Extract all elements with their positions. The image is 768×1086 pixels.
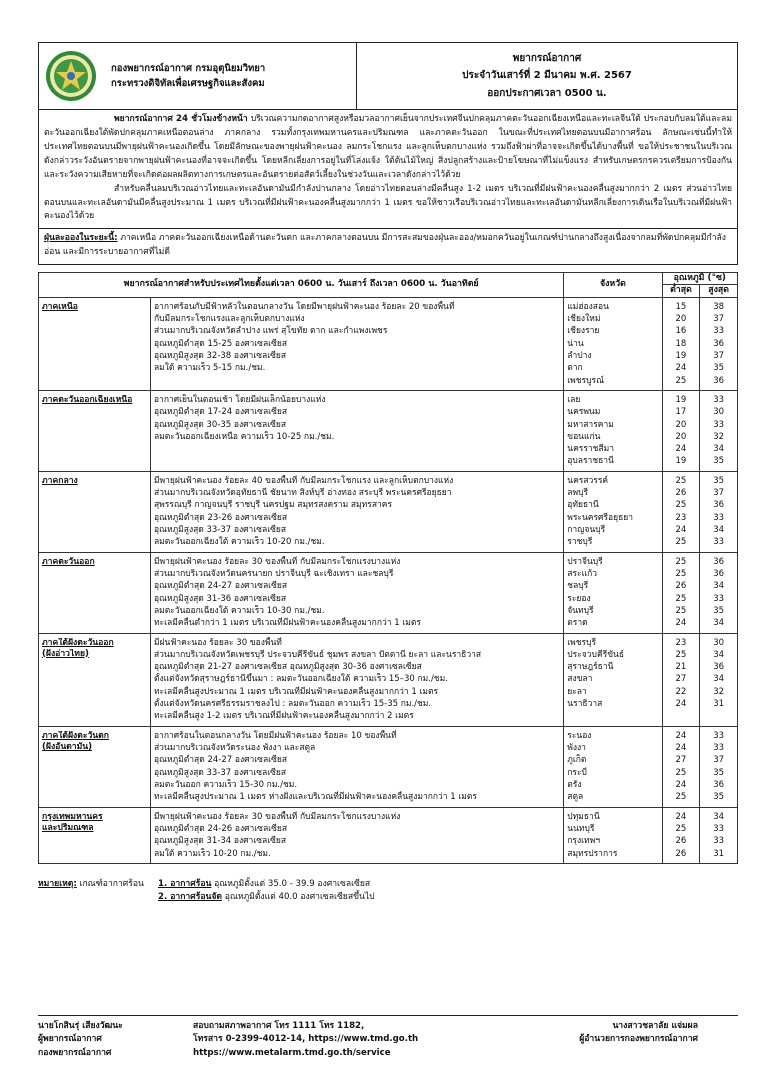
province-list-item: ขอนแก่น xyxy=(567,431,601,442)
temp-min-list-item: 18 xyxy=(675,338,687,349)
region-description-item: อุณหภูมิต่ำสุด 24-26 องศาเซลเซียส xyxy=(153,823,288,834)
temp-min-list-item: 21 xyxy=(675,662,687,673)
temp-min-list-item: 24 xyxy=(675,743,687,754)
province-list-item: ยะลา xyxy=(567,686,587,697)
region-description-item: ลมตะวันออกเฉียงใต้ ความเร็ว 10-20 กม./ชม. xyxy=(153,537,325,548)
province-list-item: นครราชสีมา xyxy=(567,444,614,455)
province-list-item: ระยอง xyxy=(567,593,591,604)
region-row xyxy=(39,297,738,390)
temp-min-list xyxy=(662,552,700,633)
region-description xyxy=(150,471,563,552)
region-description-item: ตั้งแต่จังหวัดนครศรีธรรมราชลงไป : ลมตะวันออก ความเร็ว 15-35 กม./ชม. xyxy=(153,699,432,710)
temp-min-list-item: 25 xyxy=(675,500,687,511)
temp-max-list-item: 38 xyxy=(713,301,725,312)
province-list xyxy=(564,633,662,726)
temp-max-list-item: 35 xyxy=(713,605,725,616)
temp-max-list-item: 34 xyxy=(713,444,725,455)
region-description-item: อุณหภูมิสูงสุด 33-37 องศาเซลเซียส xyxy=(153,767,287,778)
temp-min-list-item: 25 xyxy=(675,823,687,834)
temp-min-list-item: 16 xyxy=(675,326,687,337)
region-row xyxy=(39,633,738,726)
province-list-item: กาญจนบุรี xyxy=(567,525,606,536)
temp-max-list-item: 33 xyxy=(713,593,725,604)
region-name xyxy=(39,297,151,390)
region-name xyxy=(39,390,151,471)
temp-min-list-item: 26 xyxy=(675,581,687,592)
org-line-1: กองพยากรณ์อากาศ กรมอุตุนิยมวิทยา xyxy=(111,62,266,74)
province-list xyxy=(564,807,662,863)
regional-forecast-table xyxy=(38,272,738,864)
region-row xyxy=(39,552,738,633)
temp-min-list-item: 25 xyxy=(675,792,687,803)
temp-min-list-item: 20 xyxy=(675,419,687,430)
temp-max-list xyxy=(700,633,738,726)
region-description-item: ลมใต้ ความเร็ว 10-20 กม./ชม. xyxy=(153,848,271,859)
region-description-item: ทะเลมีคลื่นต่ำกว่า 1 เมตร บริเวณที่มีฝนฟ้าคะนองคลื่นสูงมากกว่า 1 เมตร xyxy=(153,618,421,629)
forecast-summary xyxy=(38,110,738,229)
temp-max-list-item: 35 xyxy=(713,475,725,486)
temp-min-list-item: 15 xyxy=(675,301,687,312)
province-list-item: สตูล xyxy=(567,792,584,803)
province-list-item: นครสวรรค์ xyxy=(567,475,609,486)
director-block xyxy=(483,1020,738,1060)
region-description xyxy=(150,390,563,471)
temp-min-list-item: 27 xyxy=(675,755,687,766)
temp-max-list-item: 36 xyxy=(713,556,725,567)
dust-label: ฝุ่นละอองในระยะนี้: xyxy=(44,233,118,244)
region-name xyxy=(39,807,151,863)
region-description-item: ลมตะวันออกเฉียงเหนือ ความเร็ว 10-25 กม./ชม. xyxy=(153,431,335,442)
province-list-item: เพชรบุรี xyxy=(567,637,597,648)
province-list-item: นนทบุรี xyxy=(567,823,595,834)
contact-phone: สอบถามสภาพอากาศ โทร 1111 โทร 1182, xyxy=(193,1021,365,1031)
temp-max-list-item: 33 xyxy=(713,823,725,834)
org-line-2: กระทรวงดิจิทัลเพื่อเศรษฐกิจและสังคม xyxy=(111,78,265,89)
province-list-item: ตาก xyxy=(567,363,583,374)
province-list-item: ปราจีนบุรี xyxy=(567,556,603,567)
temp-min-list xyxy=(662,390,700,471)
province-list-item: แม่ฮ่องสอน xyxy=(567,301,609,312)
temp-max-list-item: 36 xyxy=(713,568,725,579)
province-list-item: ปทุมธานี xyxy=(567,811,600,822)
temp-min-list-item: 25 xyxy=(675,649,687,660)
region-description-item: อุณหภูมิต่ำสุด 23-26 องศาเซลเซียส xyxy=(153,512,288,523)
note-title: หมายเหตุ: xyxy=(38,878,77,889)
temp-max-list xyxy=(700,390,738,471)
region-name-line: ภาคกลาง xyxy=(42,475,78,486)
region-description-item: มีฝนฟ้าคะนอง ร้อยละ 30 ของพื้นที่ xyxy=(153,637,282,648)
province-list xyxy=(564,471,662,552)
province-list-item: ประจวบคีรีขันธ์ xyxy=(567,649,625,660)
temp-min-list-item: 17 xyxy=(675,407,687,418)
temp-min-list-item: 25 xyxy=(675,605,687,616)
temp-min-list-item: 24 xyxy=(675,811,687,822)
forecast-document xyxy=(38,42,738,904)
temp-max-list-item: 30 xyxy=(713,637,725,648)
temp-max-list-item: 36 xyxy=(713,662,725,673)
province-list-item: สระแก้ว xyxy=(567,568,597,579)
region-description xyxy=(150,297,563,390)
region-description-item: ทะเลมีคลื่นสูงประมาณ 1 เมตร ห่างฝั่งและบริเวณที่มีฝนฟ้าคะนองคลื่นสูงมากกว่า 1 เมตร xyxy=(153,792,477,803)
province-list-item: ตราด xyxy=(567,618,588,629)
temp-max-list-item: 31 xyxy=(713,699,725,710)
region-row xyxy=(39,807,738,863)
temp-min-list-item: 27 xyxy=(675,674,687,685)
region-description-item: ลมตะวันออกเฉียงใต้ ความเร็ว 10-30 กม./ชม. xyxy=(153,605,325,616)
region-name xyxy=(39,471,151,552)
region-description-item: กับมีลมกระโชกแรงและลูกเห็บตกบางแห่ง xyxy=(153,314,305,325)
temp-max-list-item: 34 xyxy=(713,811,725,822)
temp-min-list-item: 25 xyxy=(675,537,687,548)
province-list-item: ลพบุรี xyxy=(567,488,589,499)
dust-text: ภาคเหนือ ภาคตะวันออกเฉียงเหนือด้านตะวันตก และภาคกลางตอนบน มีการสะสมของฝุ่นละออง/หมอกควันอยู่ในเกณฑ์ปานกลางถึงสูงเนื่องจากลมที่พัดปกคลุมมีกำลังอ่อน และมีการระบายอากาศที่ไม่ดี xyxy=(44,233,726,258)
region-description-item: อากาศร้อนในตอนกลางวัน โดยมีฝนฟ้าคะนอง ร้อยละ 10 ของพื้นที่ xyxy=(153,730,397,741)
province-list-item: พังงา xyxy=(567,743,586,754)
region-description-item: มีพายุฝนฟ้าคะนอง ร้อยละ 30 ของพื้นที่ กับมีลมกระโชกแรงบางแห่ง xyxy=(153,556,401,567)
region-description-item: อุณหภูมิสูงสุด 32-38 องศาเซลเซียส xyxy=(153,350,287,361)
temp-min-list xyxy=(662,633,700,726)
contact-block xyxy=(193,1020,483,1060)
temp-min-list xyxy=(662,807,700,863)
province-list-item: ภูเก็ต xyxy=(567,755,587,766)
temp-min-list-item: 23 xyxy=(675,637,687,648)
region-description-item: อุณหภูมิต่ำสุด 17-24 องศาเซลเซียส xyxy=(153,407,288,418)
province-list-item: กรุงเทพฯ xyxy=(567,836,601,847)
province-list-item: กระบี่ xyxy=(567,767,587,778)
temp-max-list-item: 37 xyxy=(713,314,725,325)
temp-max-list xyxy=(700,471,738,552)
province-list-item: ชลบุรี xyxy=(567,581,589,592)
tmd-logo-icon xyxy=(45,50,97,102)
temp-min-list-item: 24 xyxy=(675,444,687,455)
province-list xyxy=(564,726,662,807)
temp-min-list-item: 24 xyxy=(675,699,687,710)
temp-max-list xyxy=(700,552,738,633)
region-name-line: ภาคใต้ฝั่งตะวันออก xyxy=(42,637,114,648)
temp-max-list-item: 34 xyxy=(713,581,725,592)
region-description-item: ลมตะวันออก ความเร็ว 15-30 กม./ชม. xyxy=(153,779,298,790)
document-header xyxy=(38,42,738,110)
note-item-1-text: อุณหภูมิตั้งแต่ 35.0 - 39.9 องศาเซลเซียส xyxy=(214,878,371,889)
temp-max-list-item: 31 xyxy=(713,848,725,859)
temp-min-list-item: 25 xyxy=(675,375,687,386)
region-description-item: มีพายุฝนฟ้าคะนอง ร้อยละ 30 ของพื้นที่ กับมีลมกระโชกแรงบางแห่ง xyxy=(153,811,401,822)
province-list-item: นราธิวาส xyxy=(567,699,603,710)
region-description-item: ส่วนมากบริเวณจังหวัดนครนายก ปราจีนบุรี ฉะเชิงเทรา และชลบุรี xyxy=(153,568,394,579)
region-row xyxy=(39,390,738,471)
table-header-temp: อุณหภูมิ (°ซ) xyxy=(662,273,737,285)
temp-min-list xyxy=(662,297,700,390)
temp-max-list-item: 32 xyxy=(713,431,725,442)
temp-max-list xyxy=(700,726,738,807)
region-description xyxy=(150,807,563,863)
note-item-1-label: 1. อากาศร้อน xyxy=(158,878,212,889)
table-header-min: ต่ำสุด xyxy=(662,285,700,297)
temp-max-list-item: 36 xyxy=(713,779,725,790)
region-description-item: อุณหภูมิต่ำสุด 21-27 องศาเซลเซียส อุณหภูมิสูงสุด 30-36 องศาเซลเซียส xyxy=(153,662,422,673)
temp-min-list-item: 23 xyxy=(675,512,687,523)
region-description-item: ส่วนมากบริเวณจังหวัดเพชรบุรี ประจวบคีรีขันธ์ ชุมพร สงขลา ปัตตานี ยะลา และนราธิวาส xyxy=(153,649,482,660)
temp-max-list-item: 36 xyxy=(713,375,725,386)
region-description-item: อุณหภูมิสูงสุด 31-34 องศาเซลเซียส xyxy=(153,836,287,847)
summary-paragraph-2: สำหรับคลื่นลมบริเวณอ่าวไทยและทะเลอันดามันมีกำลังปานกลาง โดยอ่าวไทยตอนล่างมีคลื่นสูง 1-2 เมตร บริเวณที่มีฝนฟ้าคะนองคลื่นสูงมากกว่า 2 เมตร ส่วนอ่าวไทยตอนบนและทะเลอันดามันมีคลื่นสูงประมาณ 1 เมตร บริเวณที่มีฝนฟ้าคะนองคลื่นสูงมากกว่า 1 เมตร ขอให้ชาวเรือบริเวณอ่าวไทยและทะเลอันดามันหลีกเลี่ยงการเดินเรือในบริเวณที่มีฝนฟ้าคะนองไว้ด้วย xyxy=(44,183,732,222)
province-list-item: เชียงใหม่ xyxy=(567,314,601,325)
temp-min-list-item: 19 xyxy=(675,394,687,405)
temp-max-list-item: 33 xyxy=(713,419,725,430)
note-criteria: เกณฑ์อากาศร้อน xyxy=(79,878,144,889)
temp-max-list-item: 30 xyxy=(713,407,725,418)
temp-min-list-item: 25 xyxy=(675,593,687,604)
summary-lead: พยากรณ์อากาศ 24 ชั่วโมงข้างหน้า xyxy=(114,114,248,124)
region-description-item: ทะเลมีคลื่นสูงประมาณ 1 เมตร บริเวณที่มีฝนฟ้าคะนองคลื่นสูงมากกว่า 1 เมตร xyxy=(153,686,439,697)
temp-max-list-item: 34 xyxy=(713,618,725,629)
temp-min-list-item: 26 xyxy=(675,836,687,847)
province-list-item: ตรัง xyxy=(567,779,582,790)
note-item-2 xyxy=(158,891,375,904)
region-name-line: (ฝั่งอ่าวไทย) xyxy=(42,648,89,659)
province-list-item: น่าน xyxy=(567,338,584,349)
table-body xyxy=(39,297,738,863)
temp-min-list-item: 25 xyxy=(675,475,687,486)
temp-min-list-item: 24 xyxy=(675,618,687,629)
table-header-period: พยากรณ์อากาศสำหรับประเทศไทยตั้งแต่เวลา 0600 น. วันเสาร์ ถึงเวลา 0600 น. วันอาทิตย์ xyxy=(39,273,564,298)
temp-max-list-item: 34 xyxy=(713,649,725,660)
temp-min-list-item: 25 xyxy=(675,556,687,567)
region-description-item: อุณหภูมิสูงสุด 31-36 องศาเซลเซียส xyxy=(153,593,287,604)
forecaster-block xyxy=(38,1020,193,1060)
region-name xyxy=(39,552,151,633)
director-name: นางสาวชลาลัย แจ่มผล xyxy=(612,1021,698,1031)
region-name-line: ภาคตะวันออก xyxy=(42,556,95,567)
region-description-item: ทะเลมีคลื่นสูง 1-2 เมตร บริเวณที่มีฝนฟ้าคะนองคลื่นสูงมากกว่า 2 เมตร xyxy=(153,711,414,722)
region-description-item: ตั้งแต่จังหวัดสุราษฎร์ธานีขึ้นมา : ลมตะวันออกเฉียงใต้ ความเร็ว 15–30 กม./ชม. xyxy=(153,674,448,685)
temp-max-list-item: 33 xyxy=(713,730,725,741)
temp-max-list-item: 35 xyxy=(713,792,725,803)
region-name-line: ภาคเหนือ xyxy=(42,301,78,312)
region-description-item: สุพรรณบุรี กาญจนบุรี ราชบุรี นครปฐม สมุทรสงคราม สมุทรสาคร xyxy=(153,500,393,511)
temp-min-list-item: 20 xyxy=(675,314,687,325)
province-list xyxy=(564,390,662,471)
doc-title: พยากรณ์อากาศ xyxy=(512,52,582,64)
temp-min-list-item: 26 xyxy=(675,488,687,499)
region-name xyxy=(39,726,151,807)
temp-max-list xyxy=(700,297,738,390)
province-list-item: สุราษฎร์ธานี xyxy=(567,662,614,673)
province-list-item: นครพนม xyxy=(567,407,601,418)
region-name-line: ภาคใต้ฝั่งตะวันตก xyxy=(42,730,109,741)
temp-max-list-item: 37 xyxy=(713,350,725,361)
temp-min-list-item: 24 xyxy=(675,730,687,741)
note-block xyxy=(38,878,738,905)
region-description xyxy=(150,552,563,633)
province-list-item: ราชบุรี xyxy=(567,537,593,548)
forecaster-name: นายโกสินรุ่ เสียงวัฒนะ xyxy=(38,1021,123,1031)
province-list-item: เลย xyxy=(567,394,581,405)
region-description-item: อุณหภูมิสูงสุด 33-37 องศาเซลเซียส xyxy=(153,525,287,536)
temp-max-list-item: 33 xyxy=(713,836,725,847)
region-description-item: ส่วนมากบริเวณจังหวัดลำปาง แพร่ สุโขทัย ตาก และกำแพงเพชร xyxy=(153,326,388,337)
temp-max-list-item: 32 xyxy=(713,686,725,697)
province-list xyxy=(564,297,662,390)
region-description-item: อุณหภูมิต่ำสุด 15-25 องศาเซลเซียส xyxy=(153,338,288,349)
temp-max-list-item: 35 xyxy=(713,767,725,778)
temp-min-list-item: 19 xyxy=(675,350,687,361)
contact-metalarm-link[interactable]: https://www.metalarm.tmd.go.th/service xyxy=(193,1047,391,1058)
summary-paragraph-1 xyxy=(44,113,732,183)
temp-max-list-item: 35 xyxy=(713,363,725,374)
region-description-item: มีพายุฝนฟ้าคะนอง ร้อยละ 40 ของพื้นที่ กับมีลมกระโชกแรง และลูกเห็บตกบางแห่ง xyxy=(153,475,454,486)
region-description-item: อากาศเย็นในตอนเช้า โดยมีฝนเล็กน้อยบางแห่ง xyxy=(153,394,326,405)
region-name-line: และปริมณฑล xyxy=(42,822,94,833)
temp-max-list-item: 37 xyxy=(713,755,725,766)
temp-min-list-item: 24 xyxy=(675,363,687,374)
doc-issued-time: ออกประกาศเวลา 0500 น. xyxy=(487,87,607,99)
temp-max-list-item: 33 xyxy=(713,326,725,337)
temp-min-list-item: 24 xyxy=(675,779,687,790)
province-list-item: สมุทรปราการ xyxy=(567,848,618,859)
province-list-item: ระนอง xyxy=(567,730,592,741)
region-description xyxy=(150,633,563,726)
region-description-item: ลมใต้ ความเร็ว 5-15 กม./ชม. xyxy=(153,363,266,374)
region-description-item: อากาศร้อนกับมีฟ้าหลัวในตอนกลางวัน โดยมีพายุฝนฟ้าคะนอง ร้อยละ 20 ของพื้นที่ xyxy=(153,301,455,312)
region-description xyxy=(150,726,563,807)
province-list-item: อุบลราชธานี xyxy=(567,456,614,467)
region-name xyxy=(39,633,151,726)
header-org-block xyxy=(39,43,357,109)
temp-min-list xyxy=(662,471,700,552)
region-description-item: ส่วนมากบริเวณจังหวัดระนอง พังงา และสตูล xyxy=(153,743,316,754)
temp-min-list-item: 19 xyxy=(675,456,687,467)
temp-max-list-item: 37 xyxy=(713,488,725,499)
temp-min-list-item: 20 xyxy=(675,431,687,442)
temp-min-list-item: 25 xyxy=(675,568,687,579)
contact-fax-link[interactable]: โทรสาร 0-2399-4012-14, https://www.tmd.go.th xyxy=(193,1034,419,1045)
temp-max-list-item: 35 xyxy=(713,456,725,467)
note-item-2-label: 2. อากาศร้อนจัด xyxy=(158,892,222,903)
region-description-item: อุณหภูมิสูงสุด 30-35 องศาเซลเซียส xyxy=(153,419,287,430)
temp-max-list-item: 34 xyxy=(713,674,725,685)
table-header-max: สูงสุด xyxy=(700,285,738,297)
region-description-item: อุณหภูมิต่ำสุด 24-27 องศาเซลเซียส xyxy=(153,755,288,766)
temp-min-list-item: 26 xyxy=(675,848,687,859)
temp-max-list-item: 36 xyxy=(713,338,725,349)
province-list xyxy=(564,552,662,633)
table-header-province: จังหวัด xyxy=(564,273,662,298)
temp-min-list-item: 25 xyxy=(675,767,687,778)
org-name xyxy=(111,61,265,91)
province-list-item: จันทบุรี xyxy=(567,605,594,616)
temp-max-list xyxy=(700,807,738,863)
region-description-item: ส่วนมากบริเวณจังหวัดอุทัยธานี ชัยนาท สิงห์บุรี อ่างทอง สระบุรี พระนครศรีอยุธยา xyxy=(153,488,452,499)
region-description-item: อุณหภูมิต่ำสุด 24-27 องศาเซลเซียส xyxy=(153,581,288,592)
note-prefix xyxy=(38,878,158,891)
province-list-item: พระนครศรีอยุธยา xyxy=(567,512,634,523)
temp-max-list-item: 33 xyxy=(713,512,725,523)
region-row xyxy=(39,726,738,807)
summary-text-1: บริเวณความกดอากาศสูงหรือมวลอากาศเย็นจากประเทศจีนปกคลุมภาคตะวันออกเฉียงเหนือและทะเลจีนใต้ ประกอบกับลมใต้และลมตะวันออกเฉียงใต้พัดปกคลุมภาคเหนือตอนล่าง ภาคกลาง รวมทั้งกรุงเทพมหานครและปริมณฑล และภาคตะวันออก ในขณะที่ประเทศไทยตอนบนมีอากาศร้อน ลักษณะเช่นนี้ทำให้ประเทศไทยตอนบนมีพายุฝนฟ้าคะนองเกิดขึ้น โดยมีลักษณะของพายุฝนฟ้าคะนอง ลมกระโชกแรง และลูกเห็บตกบางแห่ง รวมถึงฟ้าผ่าที่อาจจะเกิดขึ้นได้บางพื้นที่ ขอให้ประชาชนในบริเวณดังกล่าวระวังอันตรายจากพายุฝนฟ้าคะนองที่อาจจะเกิดขึ้น โดยหลีกเลี่ยงการอยู่ในที่โล่งแจ้ง ใต้ต้นไม้ใหญ่ สิ่งปลูกสร้างและป้ายโฆษณาที่ไม่แข็งแรง สำหรับเกษตรกรควรเตรียมการป้องกันและระวังความเสียหายที่จะเกิดต่อผลผลิตทางการเกษตรและอันตรายต่อสัตว์เลี้ยงในช่วงวันและเวลาดังกล่าวไว้ด้วย xyxy=(44,114,732,180)
forecaster-division: กองพยากรณ์อากาศ xyxy=(38,1047,112,1058)
province-list-item: อุทัยธานี xyxy=(567,500,599,511)
header-title-block xyxy=(357,43,737,109)
region-name-line: ภาคตะวันออกเฉียงเหนือ xyxy=(42,394,133,405)
temp-max-list-item: 34 xyxy=(713,525,725,536)
temp-min-list-item: 24 xyxy=(675,525,687,536)
region-name-line: กรุงเทพมหานคร xyxy=(42,811,103,822)
region-row xyxy=(39,471,738,552)
forecaster-role: ผู้พยากรณ์อากาศ xyxy=(38,1034,102,1045)
temp-max-list-item: 33 xyxy=(713,743,725,754)
province-list-item: เพชรบูรณ์ xyxy=(567,375,604,386)
temp-max-list-item: 33 xyxy=(713,537,725,548)
temp-max-list-item: 36 xyxy=(713,500,725,511)
temp-min-list-item: 22 xyxy=(675,686,687,697)
province-list-item: ลำปาง xyxy=(567,350,592,361)
temp-min-list xyxy=(662,726,700,807)
document-footer xyxy=(38,1015,738,1060)
province-list-item: สงขลา xyxy=(567,674,593,685)
director-role: ผู้อำนวยการกองพยากรณ์อากาศ xyxy=(579,1034,698,1045)
province-list-item: เชียงราย xyxy=(567,326,600,337)
doc-date: ประจำวันเสาร์ที่ 2 มีนาคม พ.ศ. 2567 xyxy=(462,70,632,82)
region-name-line: (ฝั่งอันดามัน) xyxy=(42,741,93,752)
province-list-item: มหาสารคาม xyxy=(567,419,614,430)
note-item-1 xyxy=(158,878,370,891)
note-item-2-text: อุณหภูมิตั้งแต่ 40.0 องศาเซลเซียสขึ้นไป xyxy=(224,892,375,903)
dust-notice xyxy=(38,229,738,265)
temp-max-list-item: 33 xyxy=(713,394,725,405)
